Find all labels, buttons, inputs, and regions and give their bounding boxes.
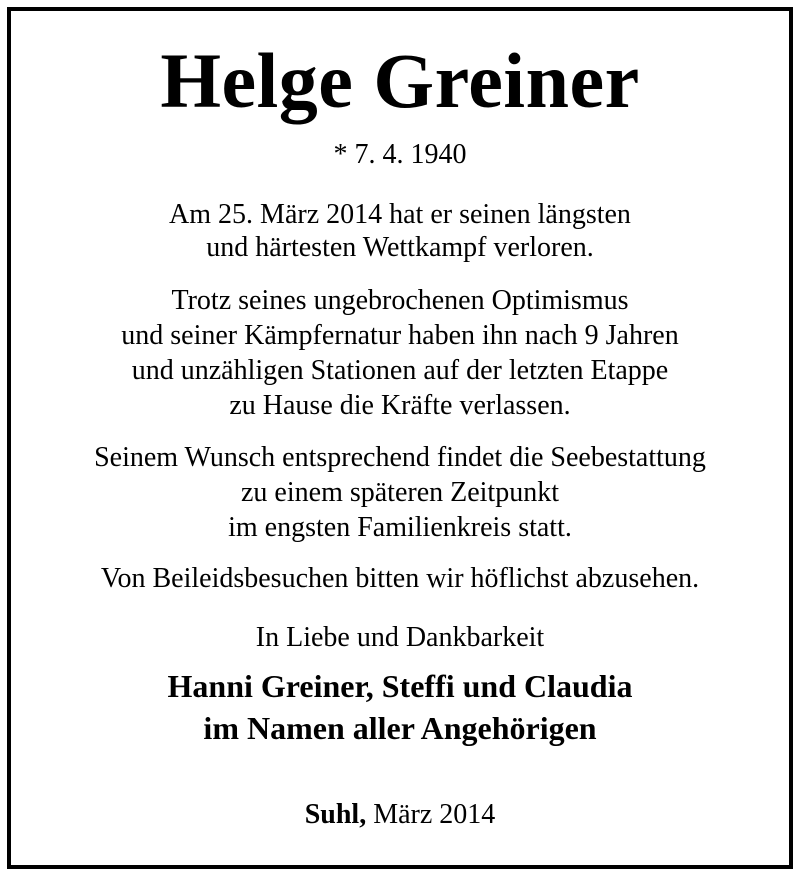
paragraph-1-line-2: und härtesten Wettkampf verloren. [206,232,594,263]
paragraph-4: Von Beileidsbesuchen bitten wir höflichst abzusehen. [100,563,700,594]
paragraph-2-line-1: Trotz seines ungebrochenen Optimismus [171,285,629,316]
birth-date: * 7. 4. 1940 [333,139,467,170]
signatories-line-1: Hanni Greiner, Steffi und Claudia [167,668,633,704]
paragraph-3-line-2: zu einem späteren Zeitpunkt [241,477,559,508]
deceased-name: Helge Greiner [160,37,640,124]
paragraph-2-line-2: und seiner Kämpfernatur haben ihn nach 9 Jahren [121,320,679,351]
paragraph-1-line-1: Am 25. März 2014 hat er seinen längsten [169,199,631,230]
place-date [0,799,800,831]
place: Suhl, [304,799,367,830]
signatories-line-2: im Namen aller Angehörigen [203,710,597,746]
paragraph-3-line-1: Seinem Wunsch entsprechend findet die Seebestattung [94,442,706,473]
closing-line: In Liebe und Dankbarkeit [255,622,545,653]
paragraph-2-line-3: und unzähligen Stationen auf der letzten Etappe [131,355,669,386]
paragraph-3-line-3: im engsten Familienkreis statt. [228,512,572,543]
paragraph-2-line-4: zu Hause die Kräfte verlassen. [229,390,571,421]
date: März 2014 [373,799,496,830]
